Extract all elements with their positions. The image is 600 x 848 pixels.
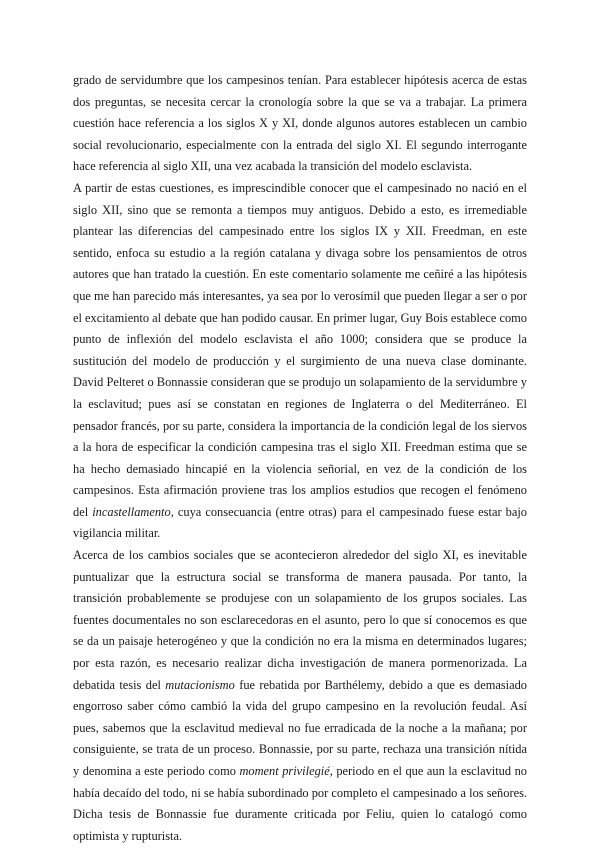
paragraph-2-text-b: , cuya consecuancia (entre otras) para el campesinado fuese estar bajo vigilancia militar. (73, 504, 527, 541)
paragraph-2 (73, 178, 527, 545)
paragraph-3-text-c: , periodo en el que aun la esclavitud no había decaído del todo, ni se había subordinado por completo el campesinado a los señores. Dicha tesis de Bonnassie fue duramente criticada por Feliu, quien lo catalogó como optimista y rupturista. (73, 764, 527, 843)
paragraph-3-text-b: fue rebatida por Barthélemy, debido a que es demasiado engorroso saber cómo cambió la vida del grupo campesino en la revolución feudal. Así pues, sabemos que la esclavitud medieval no fue erradicada de la noche a la mañana; por consiguiente, se trata de un proceso. Bonnassie, por su parte, rechaza una transición nítida y denomina a este periodo como (73, 677, 527, 778)
paragraph-3-text-a: Acerca de los cambios sociales que se acontecieron alrededor del siglo XI, es inevitable puntualizar que la estructura social se transforma de manera pausada. Por tanto, la transición probablemente se produjese con un solapamiento de los grupos sociales. Las fuentes documentales no son esclarecedoras en el asunto, pero lo que sí conocemos es que se da un paisaje heterogéneo y que la condición no era la misma en determinados lugares; por esta razón, es necesario realizar dicha investigación de manera pormenorizada. La debatida tesis del (73, 548, 527, 692)
paragraph-1-text: grado de servidumbre que los campesinos tenían. Para establecer hipótesis acerca de estas dos preguntas, se necesita cercar la cronología sobre la que se va a trabajar. La primera cuestión hace referencia a los siglos X y XI, donde algunos autores establecen un cambio social revolucionario, especialmente con la entrada del siglo XI. El segundo interrogante hace referencia al siglo XII, una vez acabada la transición del modelo esclavista. (73, 73, 527, 174)
term-incastellamento: incastellamento (92, 504, 171, 519)
paragraph-3 (73, 545, 527, 847)
paragraph-1 (73, 70, 527, 178)
term-moment-privilegie: moment privilegié (239, 764, 330, 778)
document-body (73, 70, 527, 847)
paragraph-2-text-a: A partir de estas cuestiones, es imprescindible conocer que el campesinado no nació en el siglo XII, sino que se remonta a tiempos muy antiguos. Debido a esto, es irremediable plantear las diferencias del campesinado entre los siglos IX y XII. Freedman, en este sentido, enfoca su estudio a la región catalana y divaga sobre los pensamientos de otros autores que han tratado la cuestión. En este comentario solamente me ceñiré a las hipótesis que me han parecido más interesantes, ya sea por lo verosímil que pueden llegar a ser o por el excitamiento al debate que han podido causar. En primer lugar, Guy Bois establece como punto de inflexión del modelo esclavista el año 1000; considera que se produce la sustitución del modelo de producción y el surgimiento de una nueva clase dominante. David Pelteret o Bonnassie consideran que se produjo un solapamiento de la servidumbre y la esclavitud; pues así se constatan en regiones de Inglaterra o del Mediterráneo. El pensador francés, por su parte, considera la importancia de la condición legal de los siervos a la hora de especificar la condición campesina tras el siglo XII. Freedman estima que se ha hecho demasiado hincapié en la violencia señorial, en vez de la condición de los campesinos. Esta afirmación proviene tras los amplios estudios que recogen el fenómeno del (73, 180, 527, 519)
term-mutacionismo: mutacionismo (165, 677, 235, 692)
